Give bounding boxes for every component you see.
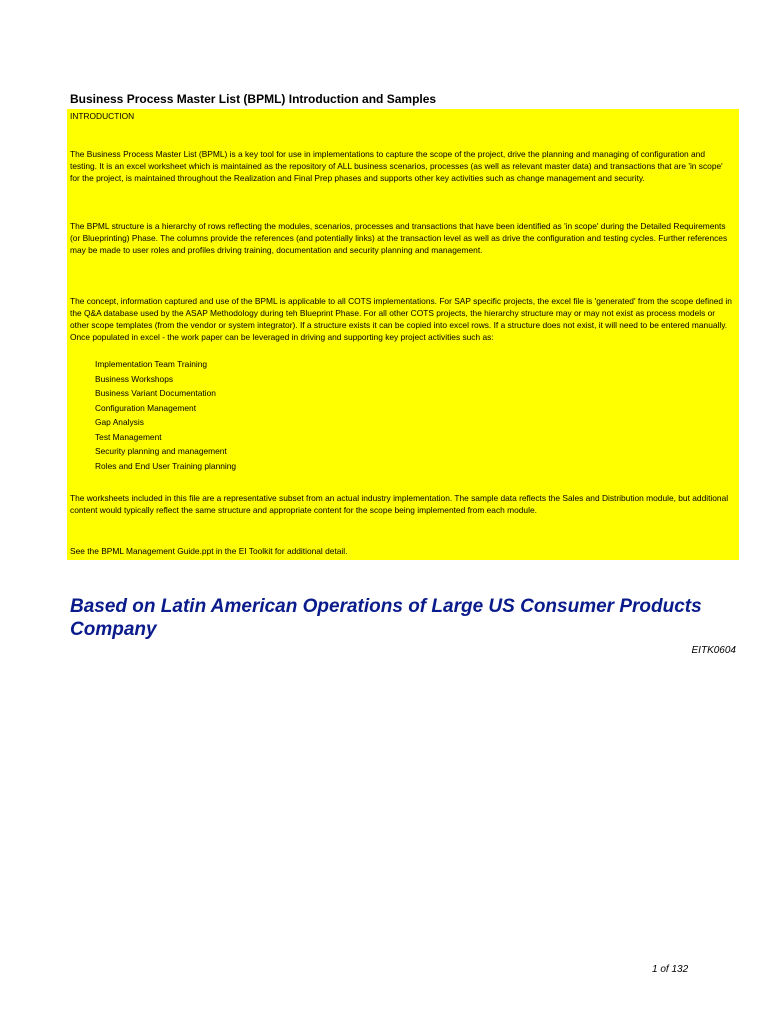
list-item: Configuration Management [95, 402, 197, 413]
document-subtitle: Based on Latin American Operations of Large US Consumer Products Company [70, 596, 702, 640]
intro-paragraph-2: The BPML structure is a hierarchy of rows reflecting the modules, scenarios, processes and transactions that have been identified as 'in scope' during the Detailed Requirements (or Blueprinting) Phase. The columns provide the references (and potentially links) at the transaction level as well as drive the configuration and testing cycles. Further references may be made to user roles and profiles driving training, documentation and security planning and management. [70, 221, 728, 255]
list-item: Security planning and management [95, 446, 227, 456]
intro-paragraph-1: The Business Process Master List (BPML) is a key tool for use in implementations to capture the scope of the project, drive the planning and managing of configuration and testing. It is an excel worksheet which is maintained as the repository of ALL business scenarios, processes (as well as relevant master data) and transactions that are 'in scope' for the project, is maintained throughout the Realization and Final Prep phases and supports other key activities such as change management and security. [70, 149, 723, 183]
list-item: Roles and End User Training planning [95, 460, 237, 471]
intro-paragraph-5: See the BPML Management Guide.ppt in the EI Toolkit for additional detail. [70, 546, 348, 556]
intro-paragraph-4: The worksheets included in this file are a representative subset from an actual industry implementation. The sample data reflects the Sales and Distribution module, but additional content would typically reflect the same structure and appropriate content for the scope being implemented from each module. [70, 493, 729, 515]
list-item: Business Workshops [95, 373, 174, 384]
intro-heading: INTRODUCTION [70, 111, 135, 121]
list-item: Implementation Team Training [95, 359, 208, 369]
list-item: Gap Analysis [95, 417, 144, 427]
list-item: Test Management [95, 431, 162, 442]
list-item: Business Variant Documentation [95, 388, 216, 398]
page-number: 1 of 132 [652, 964, 689, 975]
page-title: Business Process Master List (BPML) Introduction and Samples [70, 92, 437, 106]
document-code: EITK0604 [691, 645, 736, 656]
introduction-box [67, 109, 739, 560]
activity-list [95, 357, 236, 473]
intro-paragraph-3: The concept, information captured and use of the BPML is applicable to all COTS implementations. For SAP specific projects, the excel file is 'generated' from the scope defined in the Q&A database used by the ASAP Methodology during teh Blueprint Phase. For all other COTS projects, the hierarchy structure may or may not exist as process models or other scope templates (from the vendor or system integrator). If a structure exists it can be copied into excel rows. If a structure does not exist, it will need to be entered manually. Once populated in excel - the work paper can be leveraged in driving and supporting key project activities such as: [70, 296, 732, 342]
